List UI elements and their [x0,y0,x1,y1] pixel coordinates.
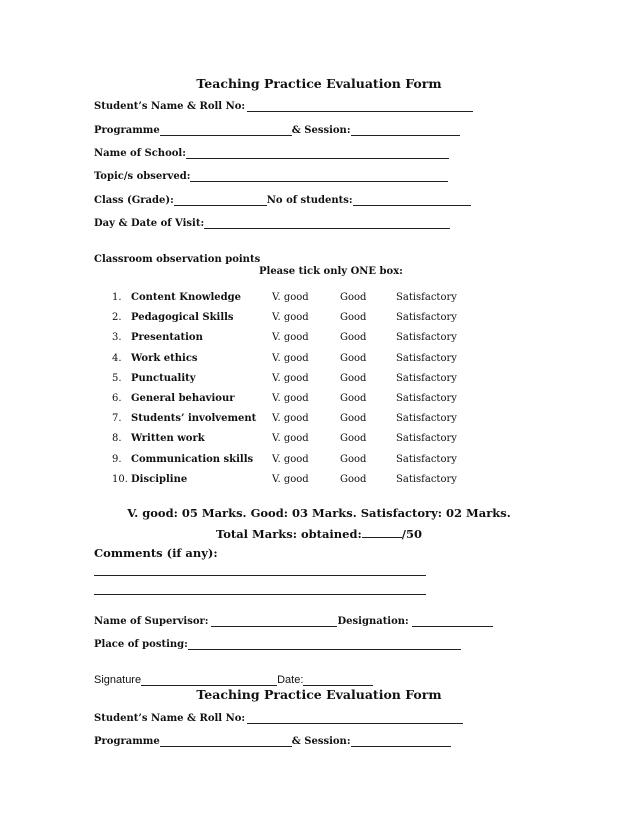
student-name-label: Student’s Name & Roll No: [94,101,246,112]
option-v-good[interactable]: V. good [272,413,309,425]
visit-field[interactable] [94,218,450,229]
item-number: 5. [112,372,122,384]
second-programme-blank[interactable] [160,736,292,747]
option-satisfactory[interactable]: Satisfactory [396,312,457,324]
second-session-label: & Session: [291,736,351,747]
option-satisfactory[interactable]: Satisfactory [396,413,457,425]
item-number: 8. [112,433,122,445]
school-field[interactable] [94,148,449,159]
second-student-name-blank[interactable] [247,713,463,724]
item-label: Pedagogical Skills [131,312,234,324]
comments-label: Comments (if any): [94,546,218,560]
topic-blank[interactable] [190,171,448,182]
item-label: Work ethics [131,352,198,364]
form-title: Teaching Practice Evaluation Form [196,76,442,91]
signature-label: Signature [94,674,142,686]
option-satisfactory[interactable]: Satisfactory [396,352,457,364]
item-number: 10. [112,473,128,485]
tick-instruction: Please tick only ONE box: [259,266,403,277]
item-label: Punctuality [131,372,196,384]
second-programme-session-field[interactable] [94,736,451,747]
student-name-blank[interactable] [247,101,473,112]
item-label: Communication skills [131,453,254,465]
option-satisfactory[interactable]: Satisfactory [396,292,457,303]
option-v-good[interactable]: V. good [272,312,309,324]
item-number: 6. [112,393,122,404]
item-number: 9. [112,453,122,465]
observation-item [112,332,512,346]
option-good[interactable]: Good [340,453,367,465]
item-number: 4. [112,352,122,364]
option-good[interactable]: Good [340,473,367,485]
class-label: Class (Grade): [94,195,174,206]
option-v-good[interactable]: V. good [272,372,309,384]
observation-item [112,413,512,427]
posting-label: Place of posting: [94,639,188,650]
students-label: No of students: [266,195,353,206]
observation-item [112,454,512,468]
visit-blank[interactable] [204,218,450,229]
comments-line-2[interactable] [94,594,426,595]
school-blank[interactable] [186,148,449,159]
school-label: Name of School: [94,148,186,159]
option-good[interactable]: Good [340,332,367,344]
item-number: 3. [112,332,122,344]
option-v-good[interactable]: V. good [272,473,309,485]
option-satisfactory[interactable]: Satisfactory [396,332,457,344]
second-student-name-field[interactable] [94,713,463,724]
session-blank[interactable] [351,125,460,136]
student-name-field[interactable] [94,101,473,112]
option-v-good[interactable]: V. good [272,352,309,364]
designation-label: Designation: [337,616,409,627]
observation-item [112,433,512,447]
signature-blank[interactable] [141,675,277,686]
supervisor-label: Name of Supervisor: [94,616,209,627]
designation-blank[interactable] [412,616,493,627]
total-marks [0,526,638,541]
posting-field[interactable] [94,639,461,650]
item-label: Content Knowledge [131,292,241,303]
total-marks-suffix: /50 [401,527,422,541]
option-v-good[interactable]: V. good [272,393,309,404]
programme-session-field[interactable] [94,125,460,136]
item-label: Written work [131,433,205,445]
observation-heading: Classroom observation points [94,254,261,265]
total-marks-label: Total Marks: obtained: [215,527,362,541]
item-number: 7. [112,413,122,425]
option-satisfactory[interactable]: Satisfactory [396,393,457,404]
posting-blank[interactable] [188,639,461,650]
option-v-good[interactable]: V. good [272,292,309,303]
supervisor-blank[interactable] [211,616,337,627]
topic-field[interactable] [94,171,448,182]
marks-scheme: V. good: 05 Marks. Good: 03 Marks. Satisfactory: 02 Marks. [127,506,511,520]
observation-item [112,312,512,326]
comments-line-1[interactable] [94,575,426,576]
option-good[interactable]: Good [340,372,367,384]
signature-date-field[interactable] [94,674,373,686]
programme-label: Programme [94,125,160,136]
observation-item [112,373,512,387]
session-label: & Session: [291,125,351,136]
option-satisfactory[interactable]: Satisfactory [396,453,457,465]
option-satisfactory[interactable]: Satisfactory [396,372,457,384]
item-number: 2. [112,312,122,324]
topic-label: Topic/s observed: [94,171,191,182]
second-form-title: Teaching Practice Evaluation Form [196,687,442,702]
observation-item [112,292,512,306]
observation-item [112,393,512,407]
option-v-good[interactable]: V. good [272,332,309,344]
option-good[interactable]: Good [340,352,367,364]
date-label: Date: [277,674,304,686]
supervisor-field[interactable] [94,616,493,627]
option-good[interactable]: Good [340,393,367,404]
second-student-name-label: Student’s Name & Roll No: [94,713,246,724]
observation-item [112,353,512,367]
option-v-good[interactable]: V. good [272,453,309,465]
option-good[interactable]: Good [340,312,367,324]
item-label: Presentation [131,332,203,344]
item-label: Students’ involvement [131,413,257,425]
total-marks-blank[interactable] [362,526,402,538]
second-session-blank[interactable] [351,736,451,747]
option-good[interactable]: Good [340,292,367,303]
option-good[interactable]: Good [340,433,367,445]
visit-label: Day & Date of Visit: [94,218,205,229]
second-programme-label: Programme [94,736,160,747]
class-blank[interactable] [174,195,267,206]
option-v-good[interactable]: V. good [272,433,309,445]
option-satisfactory[interactable]: Satisfactory [396,433,457,445]
option-good[interactable]: Good [340,413,367,425]
students-blank[interactable] [353,195,471,206]
item-label: Discipline [131,473,188,485]
observation-item [112,474,512,488]
programme-blank[interactable] [160,125,292,136]
option-satisfactory[interactable]: Satisfactory [396,473,457,485]
date-blank[interactable] [303,675,373,686]
item-label: General behaviour [131,393,235,404]
item-number: 1. [112,292,122,303]
class-students-field[interactable] [94,195,471,206]
